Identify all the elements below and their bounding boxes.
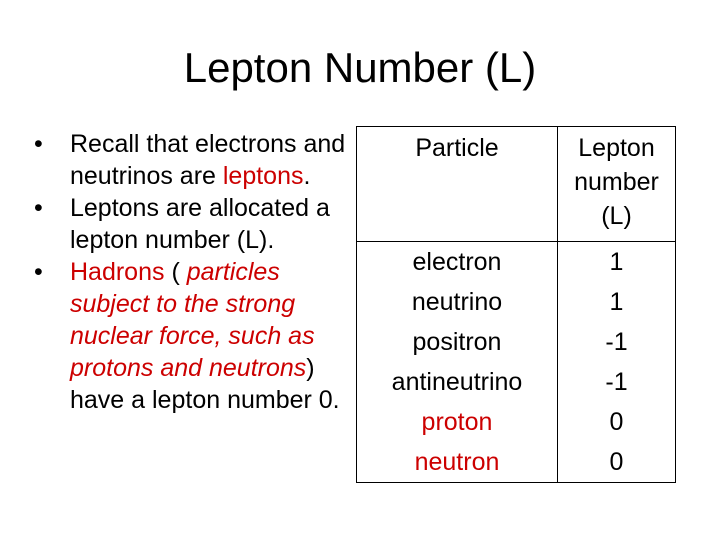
bullet-italic-text: particles subject to the strong nuclear force, such as protons and neutrons: [70, 258, 315, 382]
lepton-number-cell: 0: [609, 448, 624, 476]
particle-cell: electron: [412, 248, 502, 276]
bullet-item: [34, 192, 354, 256]
bullet-dot-icon: •: [34, 258, 43, 286]
slide-title: Lepton Number (L): [183, 44, 537, 91]
bullet-dot-icon: •: [34, 130, 43, 158]
lepton-number-cell: 1: [609, 248, 624, 276]
particle-cell: neutrino: [411, 288, 503, 316]
bullet-text: Recall that electrons and neutrinos are: [70, 130, 346, 190]
lepton-number-column: [558, 242, 676, 483]
particle-cell: antineutrino: [391, 368, 523, 396]
particle-cell: neutron: [414, 448, 500, 476]
lepton-number-cell: -1: [605, 328, 628, 356]
bullet-text: ) have a lepton number 0.: [70, 354, 340, 414]
bullet-list: [34, 128, 354, 416]
lepton-table: [356, 126, 676, 483]
bullet-text: (: [164, 258, 187, 286]
particle-column: [357, 242, 558, 483]
bullet-item: [34, 256, 354, 416]
bullet-text: .: [303, 162, 311, 190]
header-lepton-number: Lepton number (L): [558, 127, 676, 242]
particle-cell: positron: [412, 328, 502, 356]
table-body-row: [357, 242, 676, 483]
bullet-item: [34, 128, 354, 192]
header-particle: Particle: [357, 127, 558, 242]
lepton-number-cell: 1: [609, 288, 624, 316]
bullet-text: Leptons are allocated a lepton number (L).: [70, 194, 330, 254]
bullet-highlight: Hadrons: [70, 258, 165, 286]
bullet-highlight: leptons: [222, 162, 304, 190]
particle-cell: proton: [421, 408, 493, 436]
lepton-number-cell: -1: [605, 368, 628, 396]
lepton-number-cell: 0: [609, 408, 624, 436]
bullet-dot-icon: •: [34, 194, 43, 222]
table-header-row: [357, 127, 676, 242]
